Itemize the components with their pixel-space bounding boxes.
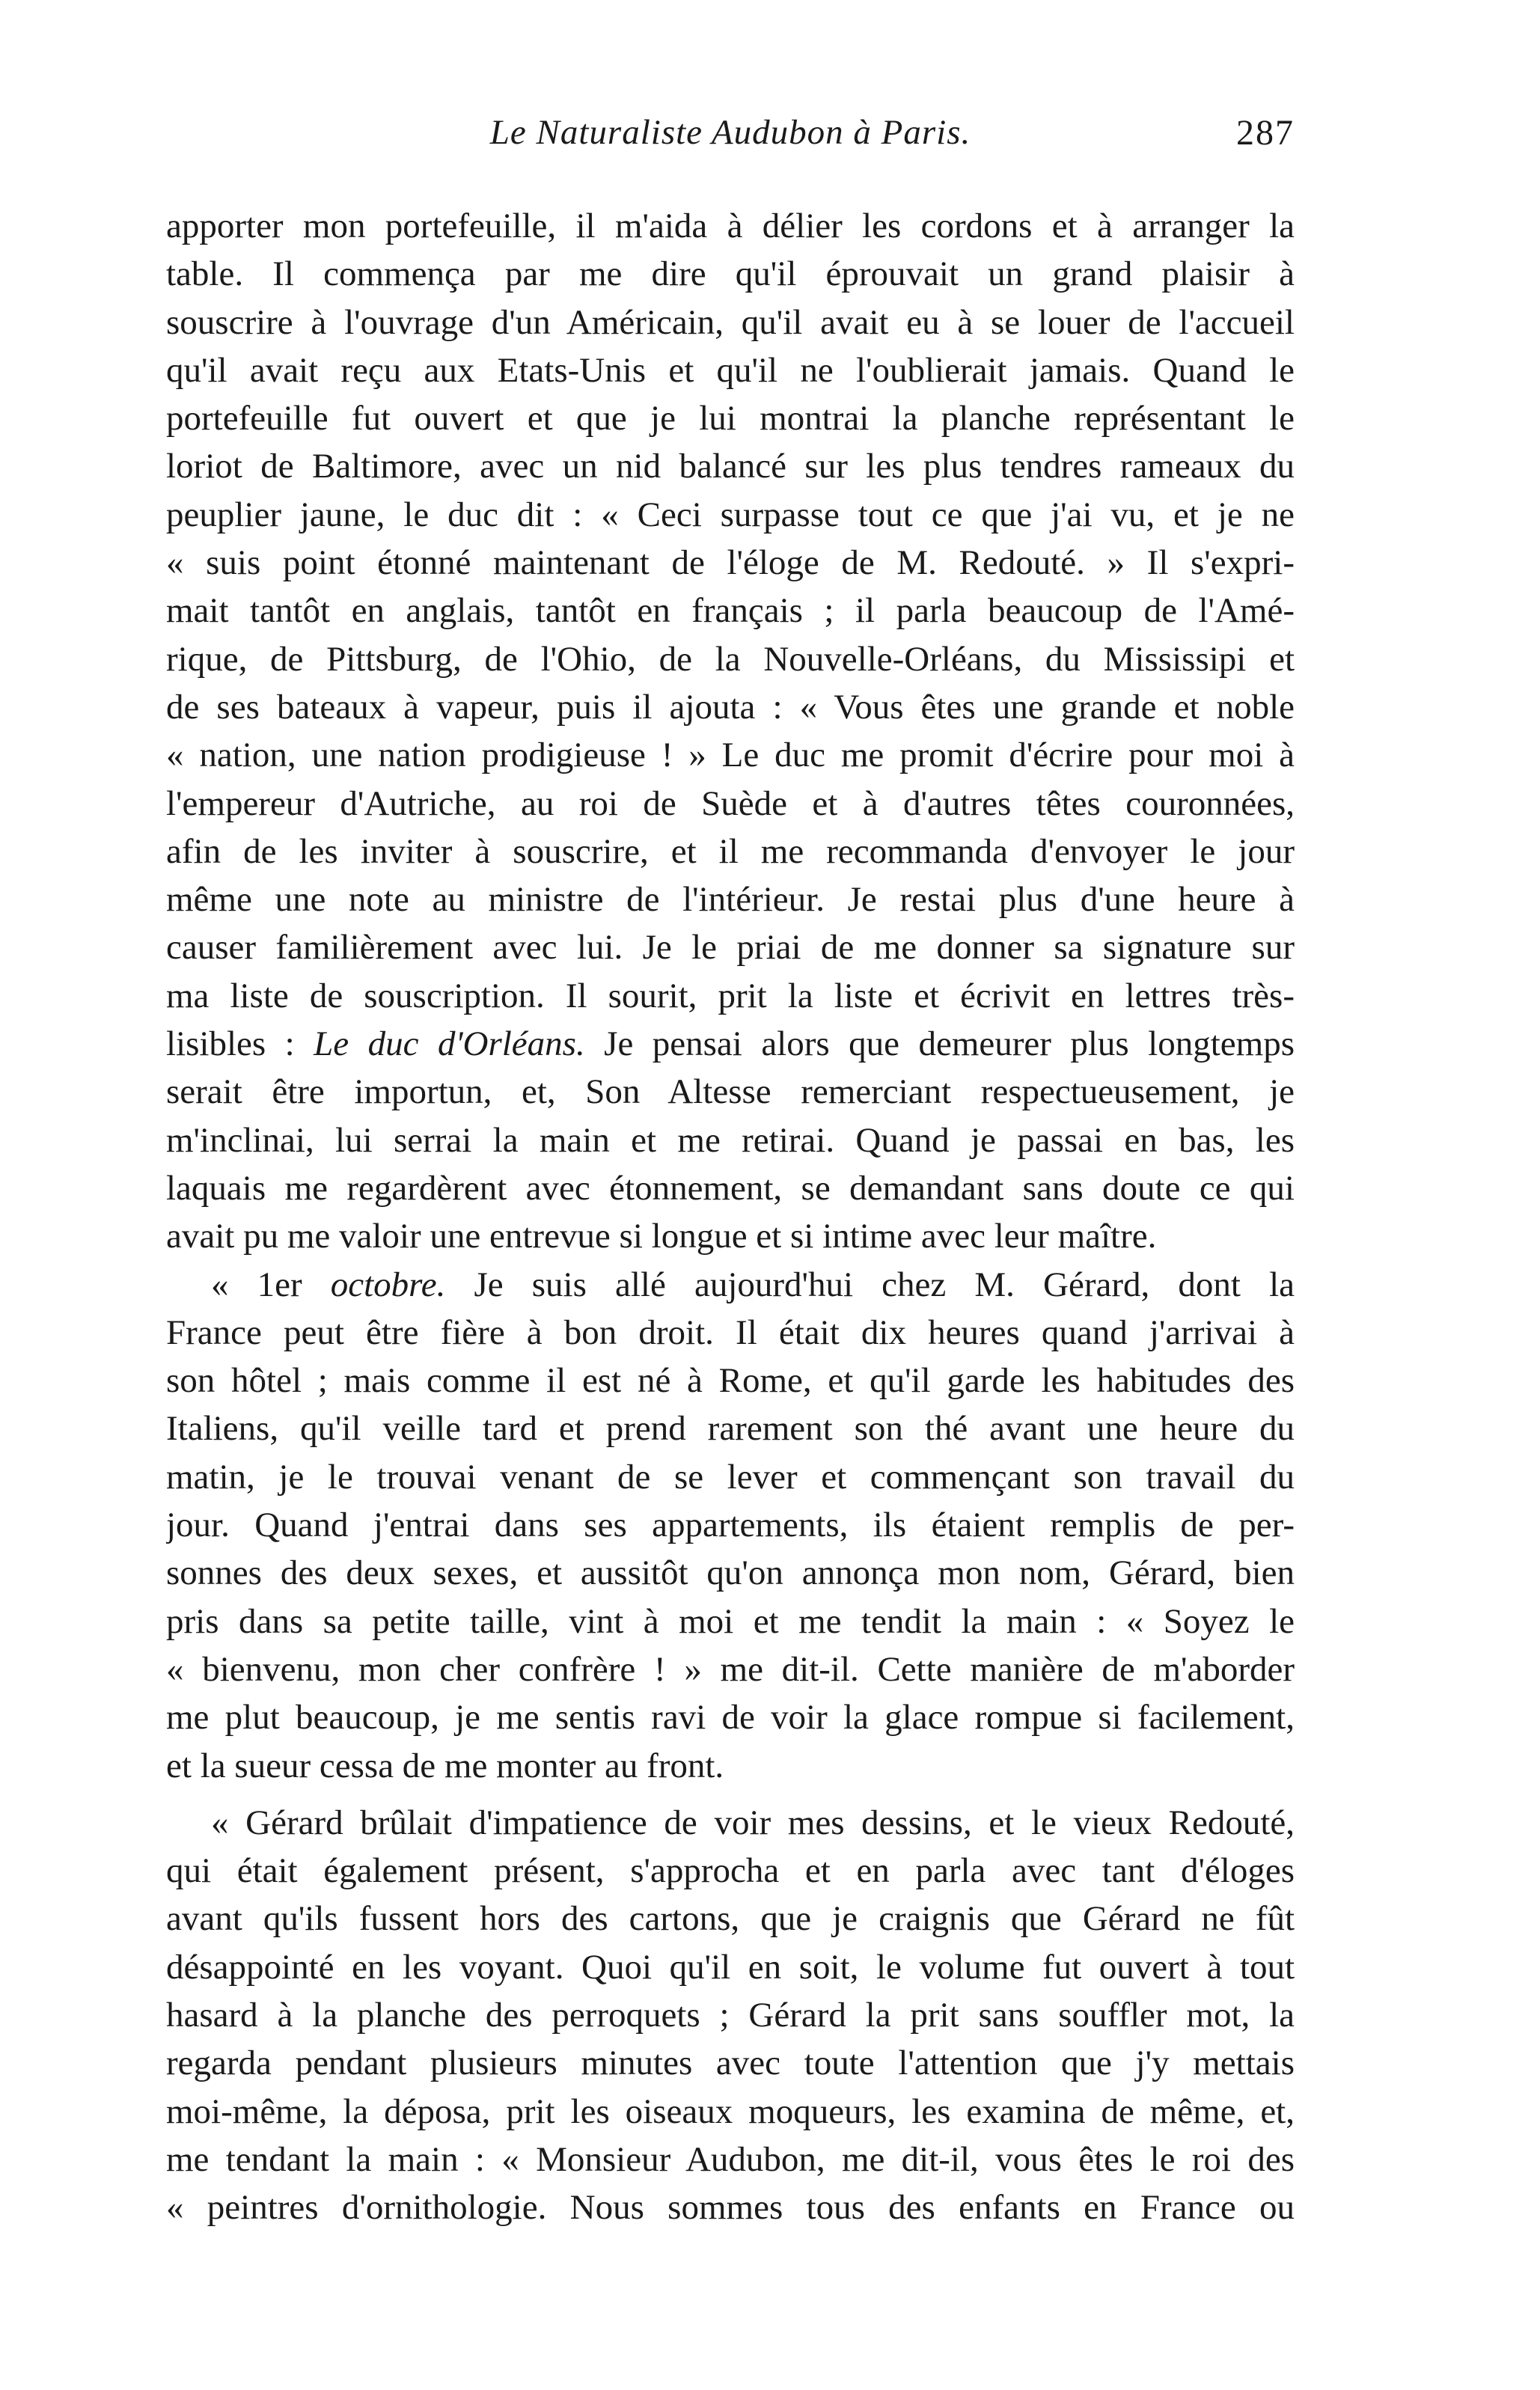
text-line: matin, je le trouvai venant de se lever et commençant son travail du	[166, 1457, 1295, 1497]
text-line-start: lisibles :	[166, 1024, 314, 1064]
text-line: loriot de Baltimore, avec un nid balancé sur les plus tendres rameaux du	[166, 447, 1295, 486]
text-line: pris dans sa petite taille, vint à moi et me tendit la main : « Soyez le	[166, 1601, 1295, 1641]
running-head	[166, 112, 1295, 165]
text-line	[166, 1261, 1295, 1309]
signature-italic: Le duc d'Orléans.	[314, 1024, 585, 1064]
text-line: « Gérard brûlait d'impatience de voir mes dessins, et le vieux Redouté,	[211, 1803, 1295, 1842]
text-line	[166, 1020, 1295, 1068]
text-line: peuplier jaune, le duc dit : « Ceci surpasse tout ce que j'ai vu, et je ne	[166, 495, 1295, 534]
text-line: avant qu'ils fussent hors des cartons, que je craignis que Gérard ne fût	[166, 1899, 1295, 1939]
text-line: avait pu me valoir une entrevue si longue et si intime avec leur maître.	[166, 1217, 1157, 1256]
text-line: mait tantôt en anglais, tantôt en français ; il parla beaucoup de l'Amé-	[166, 591, 1295, 631]
text-line-start: « 1er	[211, 1265, 331, 1304]
text-line: et la sueur cessa de me monter au front.	[166, 1746, 724, 1785]
body-text	[166, 202, 1295, 2231]
text-line: sonnes des deux sexes, et aussitôt qu'on annonça mon nom, Gérard, bien	[166, 1553, 1295, 1593]
text-line: rique, de Pittsburg, de l'Ohio, de la Nouvelle-Orléans, du Mississipi et	[166, 639, 1295, 679]
text-line: qu'il avait reçu aux Etats-Unis et qu'il ne l'oublierait jamais. Quand le	[166, 350, 1295, 390]
text-line: même une note au ministre de l'intérieur. Je restai plus d'une heure à	[166, 880, 1295, 920]
text-line: me tendant la main : « Monsieur Audubon, me dit-il, vous êtes le roi des	[166, 2139, 1295, 2179]
text-line: m'inclinai, lui serrai la main et me retirai. Quand je passai en bas, les	[166, 1120, 1295, 1160]
text-line: regarda pendant plusieurs minutes avec toute l'attention que j'y mettais	[166, 2044, 1295, 2083]
text-line: portefeuille fut ouvert et que je lui montrai la planche représentant le	[166, 399, 1295, 438]
text-line: hasard à la planche des perroquets ; Gérard la prit sans souffler mot, la	[166, 1995, 1295, 2035]
text-line: « peintres d'ornithologie. Nous sommes tous des enfants en France ou	[166, 2188, 1295, 2228]
text-line-end: Je suis allé aujourd'hui chez M. Gérard, dont la	[445, 1265, 1295, 1304]
text-line: laquais me regardèrent avec étonnement, se demandant sans doute ce qui	[166, 1168, 1295, 1208]
text-line-end: Je pensai alors que demeurer plus longtemps	[584, 1024, 1295, 1064]
text-line: son hôtel ; mais comme il est né à Rome, et qu'il garde les habitudes des	[166, 1361, 1295, 1401]
text-line: table. Il commença par me dire qu'il éprouvait un grand plaisir à	[166, 254, 1295, 294]
text-line: souscrire à l'ouvrage d'un Américain, qu'il avait eu à se louer de l'accueil	[166, 302, 1295, 342]
date-italic: octobre.	[330, 1265, 446, 1304]
running-title: Le Naturaliste Audubon à Paris.	[489, 113, 971, 152]
text-line: jour. Quand j'entrai dans ses appartements, ils étaient remplis de per-	[166, 1506, 1295, 1545]
text-line: qui était également présent, s'approcha et en parla avec tant d'éloges	[166, 1851, 1295, 1891]
text-line: ma liste de souscription. Il sourit, prit la liste et écrivit en lettres très-	[166, 976, 1295, 1015]
text-line: causer familièrement avec lui. Je le priai de me donner sa signature sur	[166, 928, 1295, 968]
text-line: de ses bateaux à vapeur, puis il ajouta : « Vous êtes une grande et noble	[166, 687, 1295, 727]
text-line: Italiens, qu'il veille tard et prend rarement son thé avant une heure du	[166, 1409, 1295, 1449]
text-line: afin de les inviter à souscrire, et il me recommanda d'envoyer le jour	[166, 831, 1295, 871]
text-line: « suis point étonné maintenant de l'éloge de M. Redouté. » Il s'expri-	[166, 543, 1295, 583]
text-line: apporter mon portefeuille, il m'aida à délier les cordons et à arranger la	[166, 207, 1295, 245]
paragraph-2	[166, 1261, 1295, 1790]
text-line: désappointé en les voyant. Quoi qu'il en soit, le volume fut ouvert à tout	[166, 1947, 1295, 1987]
text-line: serait être importun, et, Son Altesse remerciant respectueusement, je	[166, 1072, 1295, 1112]
paragraph-3	[166, 1799, 1295, 2232]
text-line: l'empereur d'Autriche, au roi de Suède et à d'autres têtes couronnées,	[166, 783, 1295, 823]
text-line: moi-même, la déposa, prit les oiseaux moqueurs, les examina de même, et,	[166, 2091, 1295, 2131]
page-number: 287	[1236, 113, 1295, 153]
text-line: « bienvenu, mon cher confrère ! » me dit-il. Cette manière de m'aborder	[166, 1649, 1295, 1689]
text-line: France peut être fière à bon droit. Il était dix heures quand j'arrivai à	[166, 1312, 1295, 1352]
text-line: me plut beaucoup, je me sentis ravi de voir la glace rompue si facilement,	[166, 1698, 1295, 1738]
paragraph-1	[166, 202, 1295, 1261]
text-line: « nation, une nation prodigieuse ! » Le duc me promit d'écrire pour moi à	[166, 736, 1295, 775]
